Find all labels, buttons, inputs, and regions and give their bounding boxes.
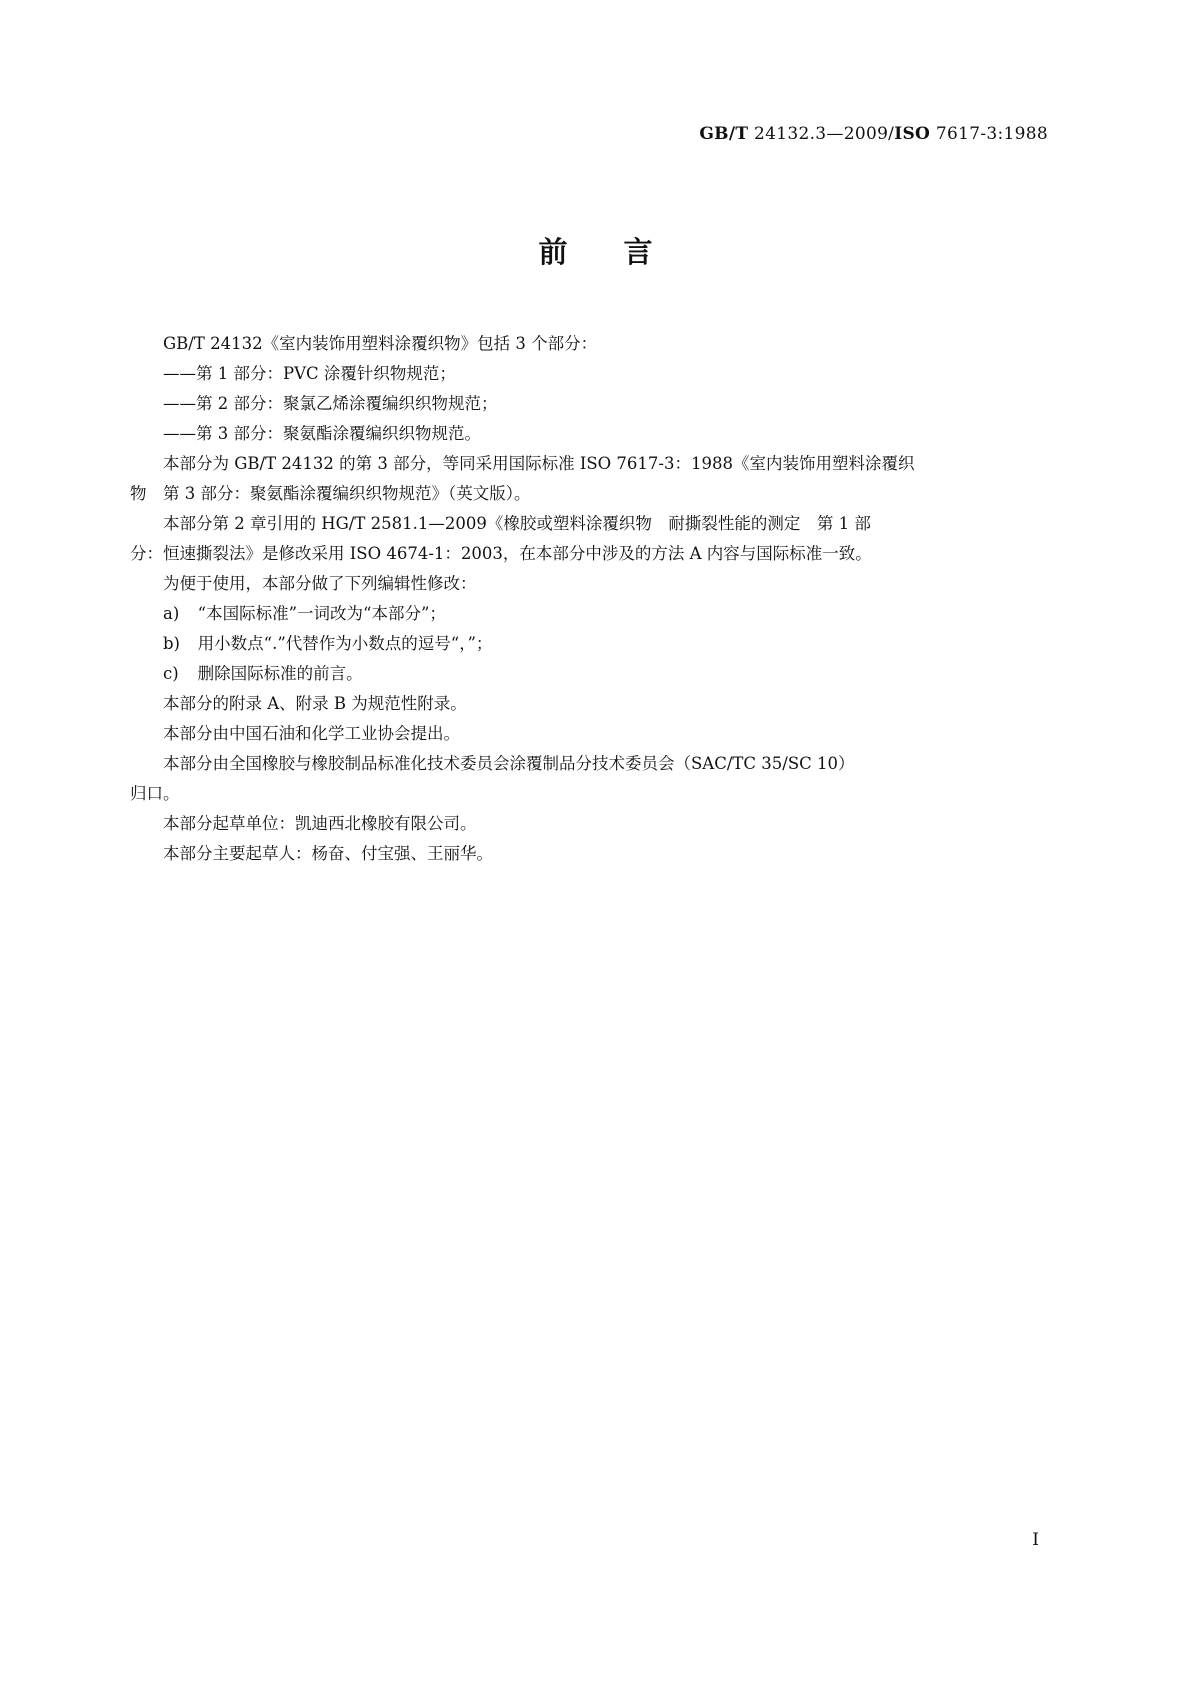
reference-line-2: 分：恒速撕裂法》是修改采用 ISO 4674-1：2003，在本部分中涉及的方法 A 内容与国际标准一致。 bbox=[130, 544, 872, 563]
list-marker: a) bbox=[163, 604, 180, 623]
foreword-body bbox=[130, 329, 1065, 869]
equivalence-line-2: 物 第 3 部分：聚氨酯涂覆编织织物规范》（英文版）。 bbox=[130, 484, 531, 503]
editorial-item-a bbox=[130, 599, 1065, 629]
list-item-text: 用小数点“.”代替作为小数点的逗号“，”； bbox=[197, 634, 493, 653]
part-2-item: ——第 2 部分：聚氯乙烯涂覆编织织物规范； bbox=[163, 394, 498, 413]
page-title: 前言 bbox=[538, 235, 709, 269]
committee-paragraph bbox=[130, 749, 1065, 809]
drafting-unit-paragraph: 本部分起草单位：凯迪西北橡胶有限公司。 bbox=[163, 814, 477, 833]
standard-code-iso-number: 7617-3:1988 bbox=[930, 124, 1048, 144]
annex-paragraph: 本部分的附录 A、附录 B 为规范性附录。 bbox=[163, 694, 467, 713]
page-number: I bbox=[1032, 1530, 1039, 1550]
standard-code bbox=[699, 124, 1048, 144]
committee-line-2: 归口。 bbox=[130, 784, 180, 803]
committee-line-1: 本部分由全国橡胶与橡胶制品标准化技术委员会涂覆制品分技术委员会（SAC/TC 35/SC 10） bbox=[163, 754, 855, 773]
part-3-item: ——第 3 部分：聚氨酯涂覆编织织物规范。 bbox=[163, 424, 481, 443]
proposed-by-paragraph: 本部分由中国石油和化学工业协会提出。 bbox=[163, 724, 460, 743]
reference-line-1: 本部分第 2 章引用的 HG/T 2581.1—2009《橡胶或塑料涂覆织物 耐撕裂性能的测定 第 1 部 bbox=[163, 514, 871, 533]
equivalence-paragraph bbox=[130, 449, 1065, 509]
drafters-paragraph: 本部分主要起草人：杨奋、付宝强、王丽华。 bbox=[163, 844, 493, 863]
intro-paragraph: GB/T 24132《室内装饰用塑料涂覆织物》包括 3 个部分： bbox=[163, 334, 598, 353]
standard-code-number: 24132.3—2009/ bbox=[748, 124, 895, 144]
editorial-item-b bbox=[130, 629, 1065, 659]
list-item-text: “本国际标准”一词改为“本部分”； bbox=[197, 604, 446, 623]
equivalence-line-1: 本部分为 GB/T 24132 的第 3 部分，等同采用国际标准 ISO 7617-3：1988《室内装饰用塑料涂覆织 bbox=[163, 454, 915, 473]
editorial-item-c bbox=[130, 659, 1065, 689]
list-marker: c) bbox=[163, 664, 179, 683]
standard-code-prefix: GB/T bbox=[699, 124, 749, 144]
standard-code-iso: ISO bbox=[894, 124, 931, 144]
part-1-item: ——第 1 部分：PVC 涂覆针织物规范； bbox=[163, 364, 456, 383]
list-marker: b) bbox=[163, 634, 180, 653]
list-item-text: 删除国际标准的前言。 bbox=[197, 664, 363, 683]
reference-paragraph bbox=[130, 509, 1065, 569]
editorial-intro: 为便于使用，本部分做了下列编辑性修改： bbox=[163, 574, 477, 593]
